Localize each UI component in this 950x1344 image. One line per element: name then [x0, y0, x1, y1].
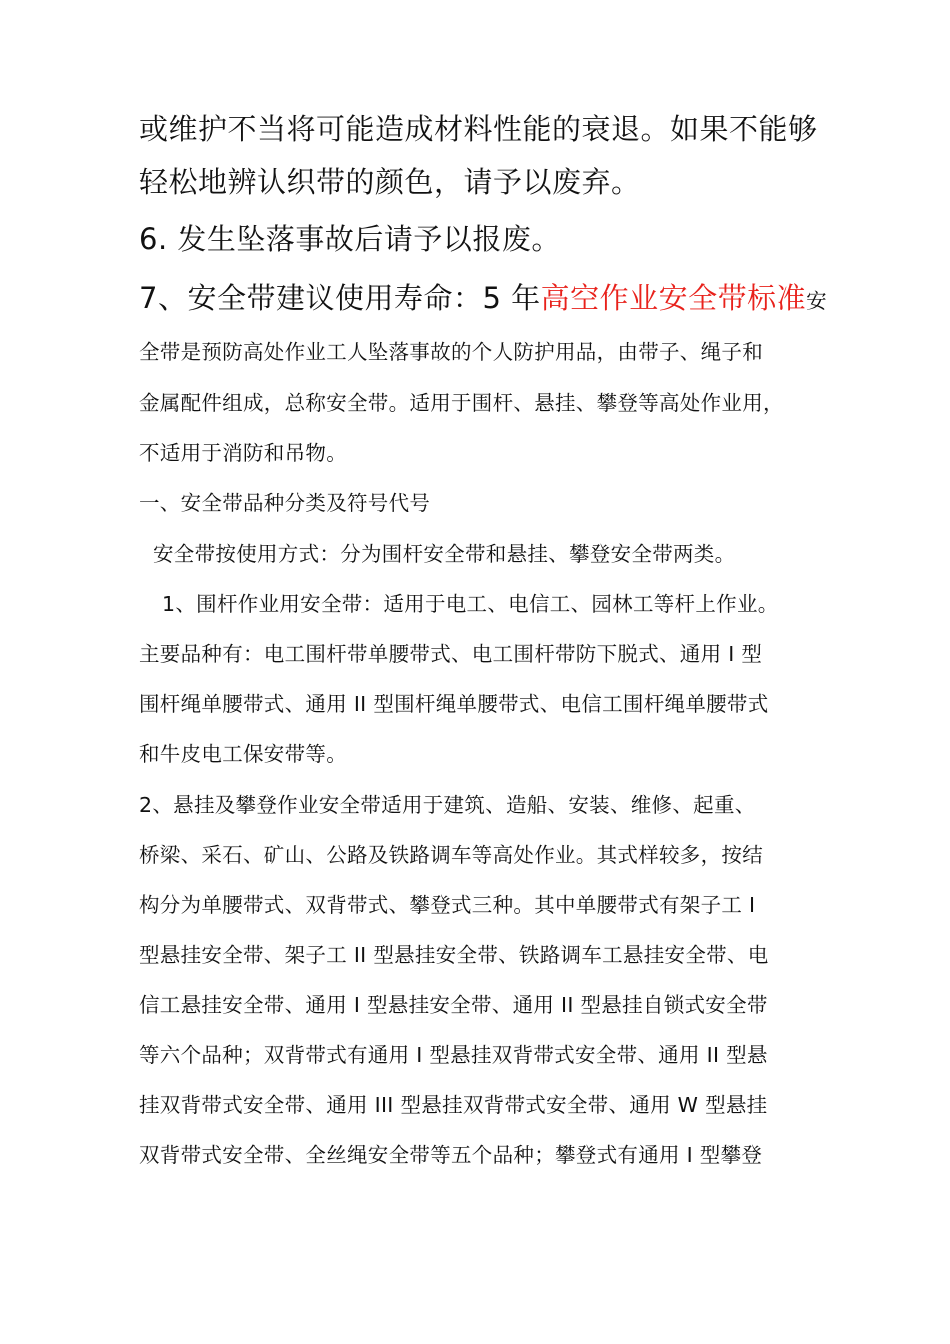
- paragraph-line: 围杆绳单腰带式、通用 II 型围杆绳单腰带式、电信工围杆绳单腰带式: [139, 692, 769, 716]
- paragraph-line: 桥梁、采石、矿山、公路及铁路调车等高处作业。其式样较多，按结: [139, 843, 763, 867]
- item7-text: 7、安全带建议使用寿命：5 年: [139, 281, 541, 315]
- paragraph-line: 金属配件组成，总称安全带。适用于围杆、悬挂、攀登等高处作业用，: [139, 391, 784, 415]
- paragraph-line: 挂双背带式安全带、通用 III 型悬挂双背带式安全带、通用 W 型悬挂: [139, 1093, 768, 1117]
- list-item-7: [139, 281, 828, 315]
- paragraph-line: 安全带按使用方式：分为围杆安全带和悬挂、攀登安全带两类。: [153, 542, 736, 566]
- paragraph-line: 全带是预防高处作业工人坠落事故的个人防护用品，由带子、绳子和: [139, 340, 763, 364]
- paragraph-line: 1、围杆作业用安全带：适用于电工、电信工、园林工等杆上作业。: [162, 592, 779, 616]
- paragraph-line: 或维护不当将可能造成材料性能的衰退。如果不能够: [139, 112, 818, 146]
- paragraph-line: 信工悬挂安全带、通用 I 型悬挂安全带、通用 II 型悬挂自锁式安全带: [139, 993, 768, 1017]
- standard-link[interactable]: 高空作业安全带标准: [540, 281, 807, 315]
- paragraph-line: 构分为单腰带式、双背带式、攀登式三种。其中单腰带式有架子工 I: [139, 893, 756, 917]
- paragraph-line: 轻松地辨认织带的颜色，请予以废弃。: [139, 165, 641, 199]
- paragraph-line: 主要品种有：电工围杆带单腰带式、电工围杆带防下脱式、通用 I 型: [139, 642, 763, 666]
- paragraph-line: 2、悬挂及攀登作业安全带适用于建筑、造船、安装、维修、起重、: [139, 793, 756, 817]
- paragraph-line: 不适用于消防和吊物。: [139, 441, 347, 465]
- section-heading: 一、安全带品种分类及符号代号: [139, 491, 431, 515]
- paragraph-line: 等六个品种；双背带式有通用 I 型悬挂双背带式安全带、通用 II 型悬: [139, 1043, 768, 1067]
- list-item-6: 6. 发生坠落事故后请予以报废。: [139, 222, 561, 256]
- item7-suffix: 安: [806, 289, 828, 313]
- paragraph-line: 和牛皮电工保安带等。: [139, 742, 347, 766]
- paragraph-line: 型悬挂安全带、架子工 II 型悬挂安全带、铁路调车工悬挂安全带、电: [139, 943, 769, 967]
- paragraph-line: 双背带式安全带、全丝绳安全带等五个品种；攀登式有通用 I 型攀登: [139, 1143, 763, 1167]
